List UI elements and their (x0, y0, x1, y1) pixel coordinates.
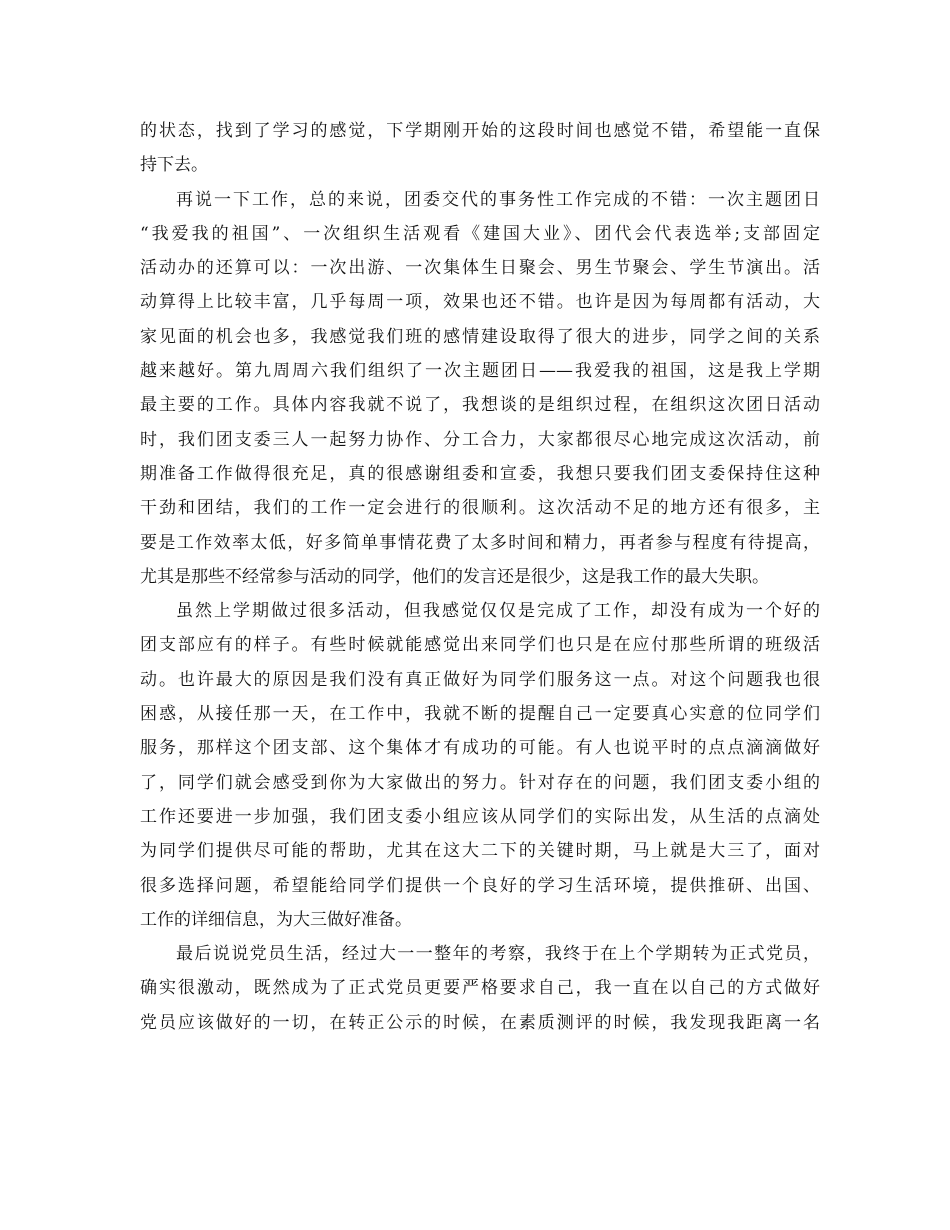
paragraph-party (140, 937, 820, 1040)
text-line: 最后说说党员生活，经过大一一整年的考察，我终于在上个学期转为正式党员， (176, 944, 820, 965)
text-line: “我爱我的祖国”、一次组织生活观看《建国大业》、团代会代表选举;支部固定 (140, 223, 820, 244)
text-line: 干劲和团结，我们的工作一定会进行的很顺利。这次活动不足的地方还有很多，主 (140, 498, 820, 519)
text-line: 最主要的工作。具体内容我就不说了，我想谈的是组织过程，在组织这次团日活动 (140, 395, 820, 416)
paragraph-continued (140, 114, 820, 183)
text-line: 困惑，从接任那一天，在工作中，我就不断的提醒自己一定要真心实意的位同学们 (140, 704, 820, 725)
text-line: 工作的详细信息，为大三做好准备。 (140, 909, 412, 930)
text-line: 持下去。 (140, 155, 208, 176)
text-line: 再说一下工作，总的来说，团委交代的事务性工作完成的不错：一次主题团日 (176, 189, 820, 210)
text-line: 虽然上学期做过很多活动，但我感觉仅仅是完成了工作，却没有成为一个好的 (176, 601, 820, 622)
text-line: 了，同学们就会感受到你为大家做出的努力。针对存在的问题，我们团支委小组的 (140, 772, 820, 793)
text-line: 期准备工作做得很充足，真的很感谢组委和宣委，我想只要我们团支委保持住这种 (140, 463, 820, 484)
text-line: 确实很激动，既然成为了正式党员更要严格要求自己，我一直在以自己的方式做好 (140, 978, 820, 999)
text-line: 活动办的还算可以：一次出游、一次集体生日聚会、男生节聚会、学生节演出。活 (140, 258, 820, 279)
text-line: 为同学们提供尽可能的帮助，尤其在这大二下的关键时期，马上就是大三了，面对 (140, 841, 820, 862)
document-body (140, 114, 820, 1040)
paragraph-branch (140, 594, 820, 937)
text-line: 动。也许最大的原因是我们没有真正做好为同学们服务这一点。对这个问题我也很 (140, 669, 820, 690)
text-line: 党员应该做好的一切，在转正公示的时候，在素质测评的时候，我发现我距离一名 (140, 1012, 820, 1033)
text-line: 时，我们团支委三人一起努力协作、分工合力，大家都很尽心地完成这次活动，前 (140, 429, 820, 450)
text-line: 工作还要进一步加强，我们团支委小组应该从同学们的实际出发，从生活的点滴处 (140, 806, 820, 827)
text-line: 动算得上比较丰富，几乎每周一项，效果也还不错。也许是因为每周都有活动，大 (140, 292, 820, 313)
paragraph-work (140, 183, 820, 595)
text-line: 服务，那样这个团支部、这个集体才有成功的可能。有人也说平时的点点滴滴做好 (140, 738, 820, 759)
text-line: 要是工作效率太低，好多简单事情花费了太多时间和精力，再者参与程度有待提高， (140, 532, 820, 553)
text-line: 家见面的机会也多，我感觉我们班的感情建设取得了很大的进步，同学之间的关系 (140, 326, 820, 347)
text-line: 团支部应有的样子。有些时候就能感觉出来同学们也只是在应付那些所谓的班级活 (140, 635, 820, 656)
text-line: 尤其是那些不经常参与活动的同学，他们的发言还是很少，这是我工作的最大失职。 (140, 566, 769, 587)
text-line: 很多选择问题，希望能给同学们提供一个良好的学习生活环境，提供推研、出国、 (140, 875, 820, 896)
text-line: 越来越好。第九周周六我们组织了一次主题团日——我爱我的祖国，这是我上学期 (140, 361, 820, 382)
text-line: 的状态，找到了学习的感觉，下学期刚开始的这段时间也感觉不错，希望能一直保 (140, 121, 820, 141)
